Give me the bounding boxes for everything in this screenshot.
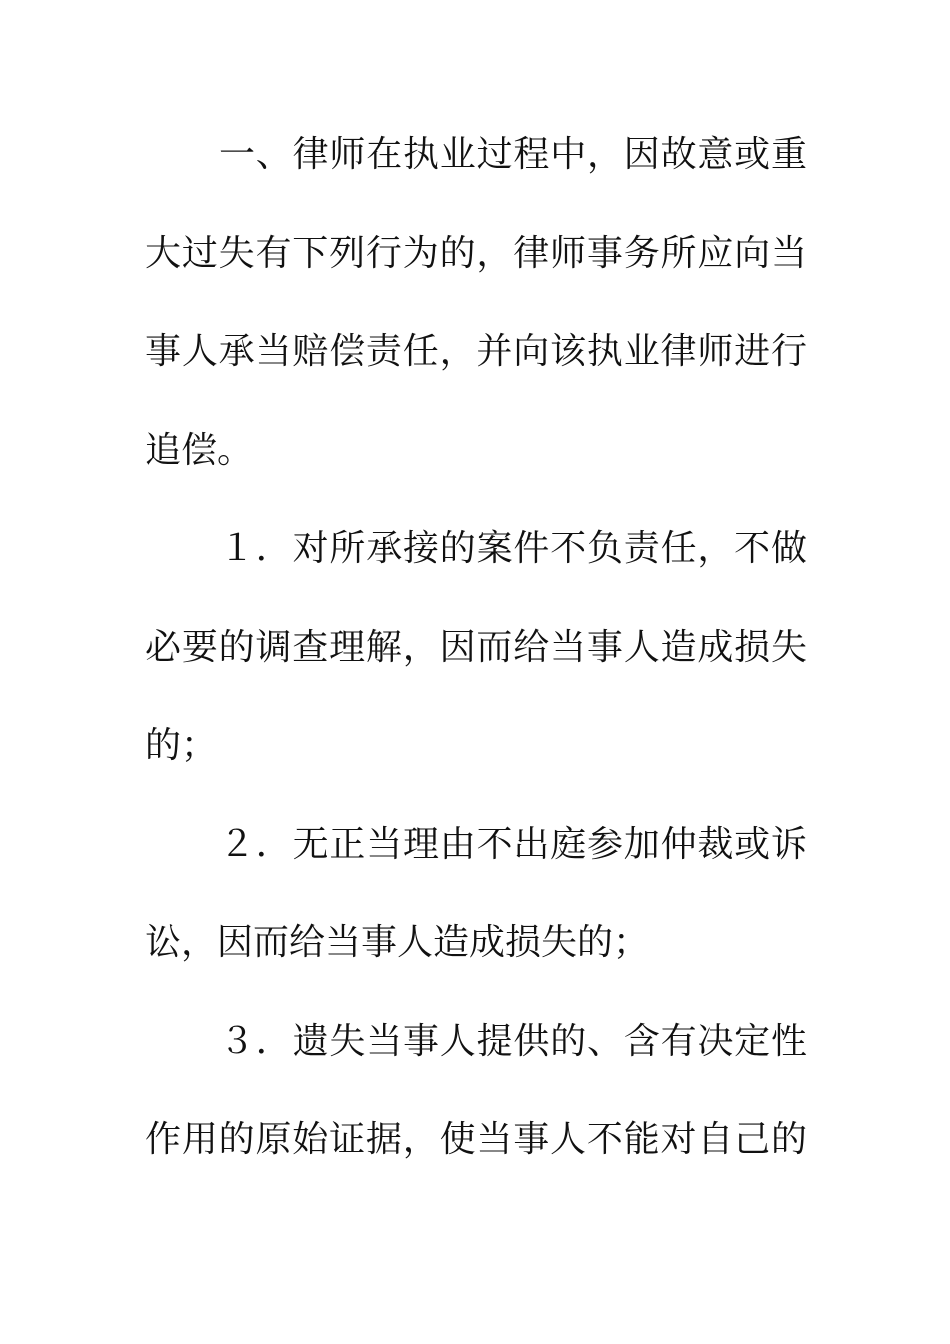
text-line: 必要的调查理解，因而给当事人造成损失 (145, 626, 807, 668)
text-line: ２．无正当理由不出庭参加仲裁或诉 (219, 823, 807, 865)
paragraph-item-2 (145, 815, 807, 1012)
paragraph-item-1 (145, 519, 807, 815)
paragraph-item-3 (145, 1012, 807, 1209)
text-line: 大过失有下列行为的，律师事务所应向当 (145, 232, 807, 274)
text-line: 事人承当赔偿责任，并向该执业律师进行 (145, 331, 807, 372)
text-line: 的； (145, 725, 218, 766)
text-line: 一、律师在执业过程中，因故意或重 (219, 134, 807, 175)
text-line: 讼，因而给当事人造成损失的； (145, 922, 650, 963)
text-line: １．对所承接的案件不负责任，不做 (219, 528, 807, 569)
text-line: ３．遗失当事人提供的、含有决定性 (219, 1020, 807, 1062)
paragraph-lawyer-liability (145, 125, 807, 519)
text-line: 追偿。 (145, 429, 254, 471)
text-line: 作用的原始证据，使当事人不能对自己的 (145, 1119, 807, 1160)
document-body (145, 125, 807, 1209)
